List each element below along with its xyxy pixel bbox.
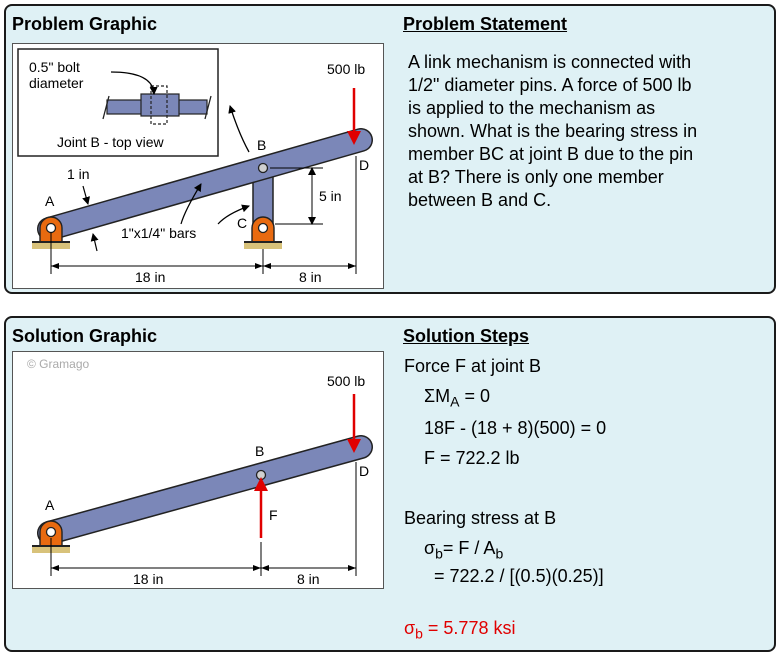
sigma-symbol: σ xyxy=(404,618,416,638)
solution-diagram xyxy=(12,351,384,589)
pin-b xyxy=(259,164,268,173)
step-bearing-heading: Bearing stress at B xyxy=(404,508,557,528)
dim-18in: 18 in xyxy=(133,571,164,587)
label-d: D xyxy=(359,463,370,479)
solution-steps-title: Solution Steps xyxy=(403,326,529,346)
problem-graphic-title: Problem Graphic xyxy=(12,14,158,34)
main-bar xyxy=(49,447,361,533)
label-f: F xyxy=(269,507,278,523)
step-formula xyxy=(424,538,503,562)
statement-line: at B? There is only one member xyxy=(408,167,664,187)
problem-statement-title: Problem Statement xyxy=(403,14,568,34)
pin-b xyxy=(257,471,266,480)
inset-bar-top xyxy=(141,94,179,116)
dim-18in: 18 in xyxy=(135,269,166,285)
label-b: B xyxy=(255,443,265,459)
problem-diagram-svg xyxy=(13,44,383,288)
force-label: 500 lb xyxy=(327,61,366,77)
statement-line: shown. What is the bearing stress in xyxy=(408,121,698,141)
solution-graphic-title: Solution Graphic xyxy=(12,326,158,346)
dim-8in: 8 in xyxy=(297,571,320,587)
step-result xyxy=(404,618,515,642)
result-value: = 5.778 ksi xyxy=(422,618,516,638)
step-equation: 18F - (18 + 8)(500) = 0 xyxy=(424,418,607,438)
label-d: D xyxy=(359,157,370,173)
problem-statement xyxy=(408,51,697,212)
force-label: 500 lb xyxy=(327,373,366,389)
solution-diagram-svg xyxy=(13,352,383,588)
dim-5in: 5 in xyxy=(319,188,342,204)
statement-line: A link mechanism is connected with xyxy=(408,52,692,72)
sigma-symbol: ΣM xyxy=(424,386,451,406)
sigma-subscript: b xyxy=(435,545,443,562)
inset-caption: Joint B - top view xyxy=(57,134,164,150)
statement-line: member BC at joint B due to the pin xyxy=(408,144,694,164)
label-a: A xyxy=(45,193,55,209)
statement-line: is applied to the mechanism as xyxy=(408,98,656,118)
statement-line: between B and C. xyxy=(408,190,552,210)
moment-rest: = 0 xyxy=(459,386,490,406)
step-force-heading: Force F at joint B xyxy=(404,356,542,376)
dim-8in: 8 in xyxy=(299,269,322,285)
problem-diagram xyxy=(12,43,384,289)
area-subscript: b xyxy=(495,545,504,562)
dim-1in: 1 in xyxy=(67,166,90,182)
label-a: A xyxy=(45,497,55,513)
step-f-result: F = 722.2 lb xyxy=(424,448,520,468)
statement-line: 1/2" diameter pins. A force of 500 lb xyxy=(408,75,692,95)
formula-rest: = F / A xyxy=(442,538,496,558)
solution-panel xyxy=(4,316,776,652)
problem-panel xyxy=(4,4,776,294)
sigma-subscript: b xyxy=(415,625,423,642)
bolt-label-2: diameter xyxy=(29,75,84,91)
label-b: B xyxy=(257,137,267,153)
bolt-label-1: 0.5" bolt xyxy=(29,59,80,75)
label-c: C xyxy=(237,215,248,231)
solution-steps xyxy=(404,356,764,646)
watermark: © Gramago xyxy=(27,357,90,371)
step-moment xyxy=(424,386,490,410)
inset-top-view xyxy=(18,49,218,156)
support-c xyxy=(244,217,282,249)
moment-subscript: A xyxy=(450,393,460,410)
bars-label: 1"x1/4" bars xyxy=(121,225,197,241)
step-substitution: = 722.2 / [(0.5)(0.25)] xyxy=(434,566,604,586)
sigma-symbol: σ xyxy=(424,538,436,558)
